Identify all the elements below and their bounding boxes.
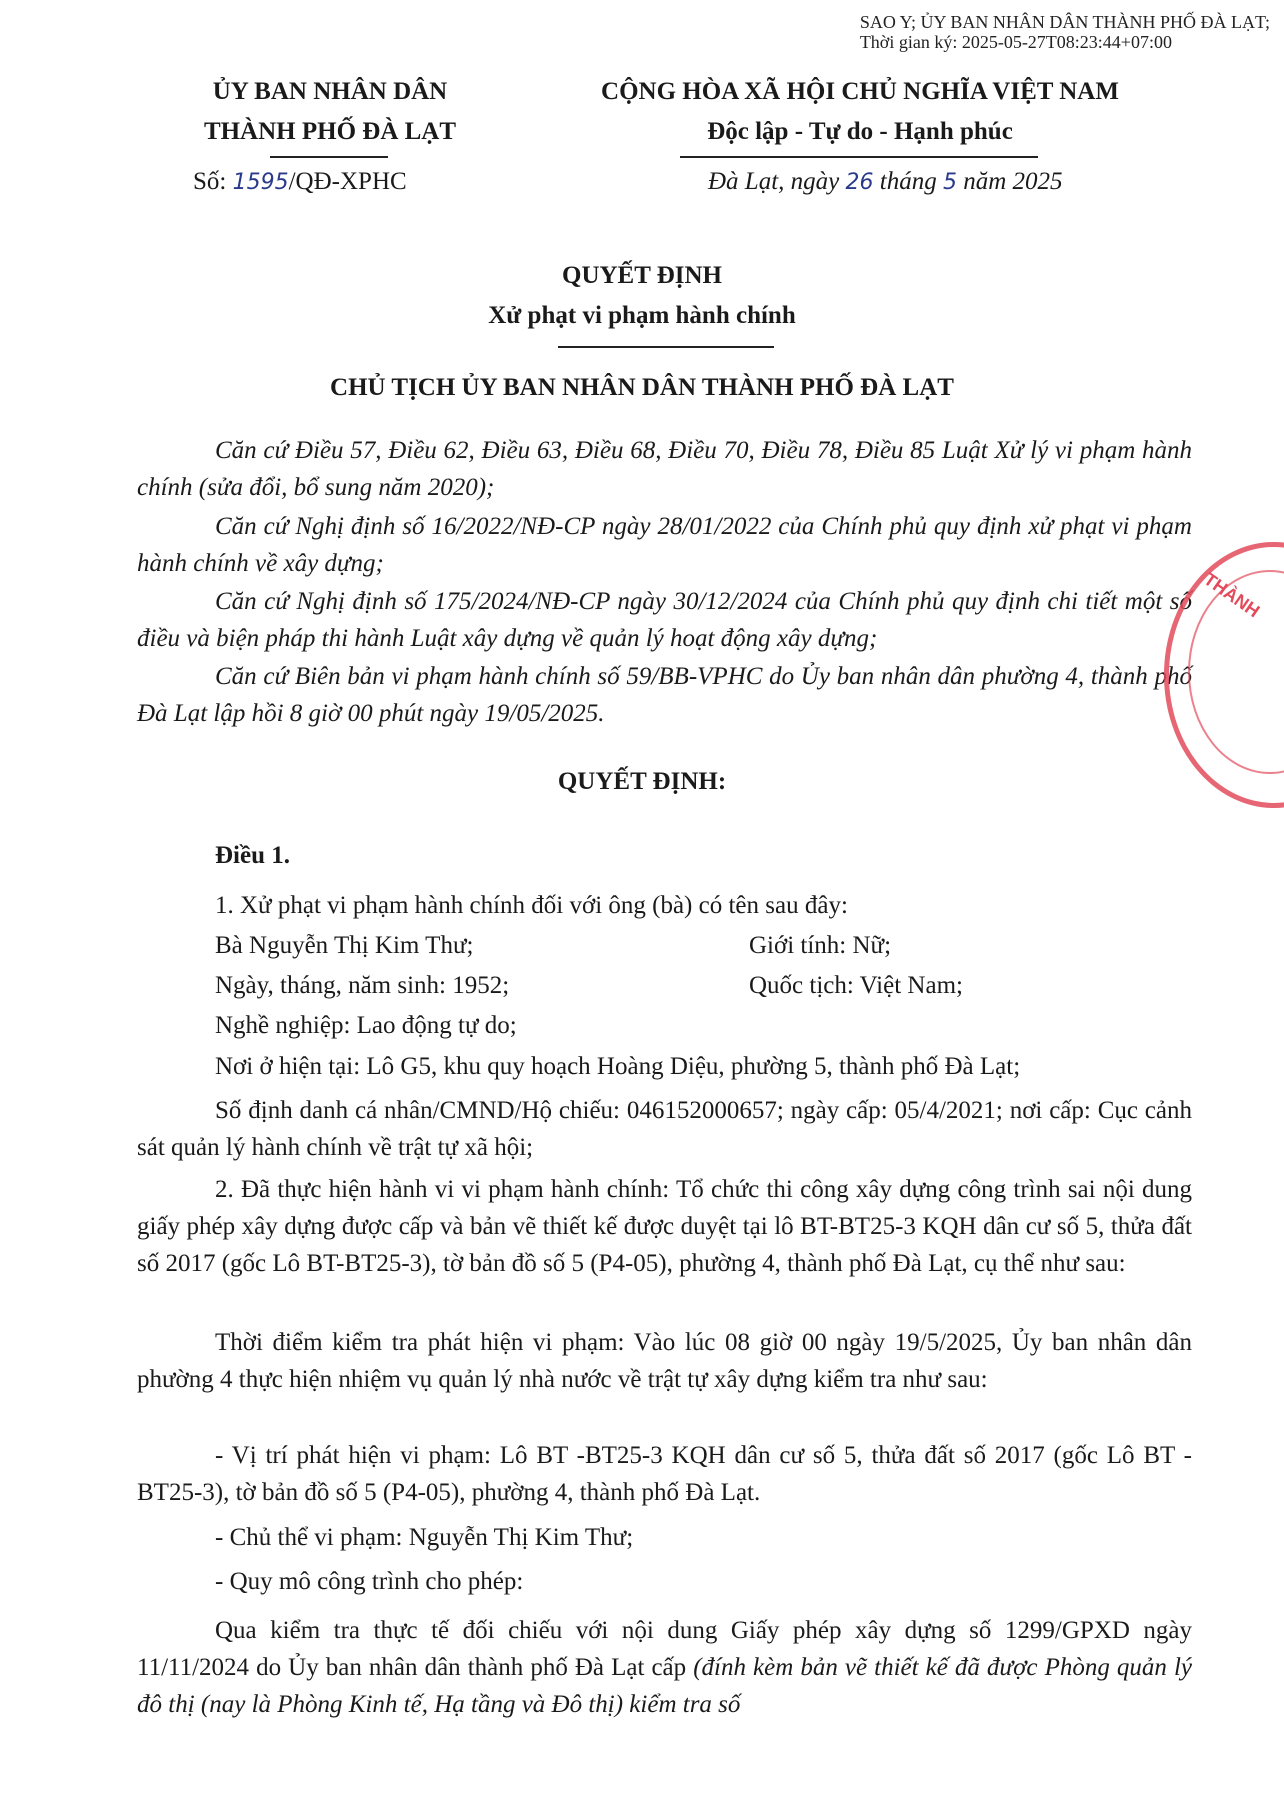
- legal-basis-3: Căn cứ Nghị định số 175/2024/NĐ-CP ngày 30/12/2024 của Chính phủ quy định chi tiết một số điều và biện pháp thi hành Luật xây dựng về quản lý hoạt động xây dựng;: [137, 588, 1192, 652]
- document-title: QUYẾT ĐỊNH: [562, 262, 722, 289]
- offender-dob: Ngày, tháng, năm sinh: 1952;: [215, 972, 510, 999]
- copy-signature-stamp: [860, 12, 1270, 52]
- offender-id-info: Số định danh cá nhân/CMND/Hộ chiếu: 046152000657; ngày cấp: 05/4/2021; nơi cấp: Cục cảnh sát quản lý hành chính về trật tự xã hội;: [137, 1097, 1192, 1161]
- agency-header: [140, 72, 520, 152]
- inspection-time: Thời điểm kiểm tra phát hiện vi phạm: Vào lúc 08 giờ 00 ngày 19/5/2025, Ủy ban nhân dân phường 4 thực hiện nhiệm vụ quản lý nhà nước về trật tự xây dựng kiểm tra như sau:: [137, 1329, 1192, 1393]
- title-underline: [558, 346, 774, 348]
- nation-underline: [680, 156, 1038, 158]
- date-month-handwritten: 5: [942, 170, 957, 195]
- offender-residence: Nơi ở hiện tại: Lô G5, khu quy hoạch Hoàng Diệu, phường 5, thành phố Đà Lạt;: [215, 1053, 1021, 1080]
- nation-line2: Độc lập - Tự do - Hạnh phúc: [707, 118, 1013, 145]
- agency-underline: [270, 156, 388, 158]
- offender-name: Bà Nguyễn Thị Kim Thư;: [215, 932, 474, 959]
- agency-line1: ỦY BAN NHÂN DÂN: [212, 78, 448, 105]
- inspection-comparison: [137, 1612, 1192, 1723]
- nation-line1: CỘNG HÒA XÃ HỘI CHỦ NGHĨA VIỆT NAM: [601, 78, 1119, 105]
- offender-nationality: Quốc tịch: Việt Nam;: [749, 972, 963, 999]
- date-day-handwritten: 26: [845, 170, 874, 195]
- red-seal-text: THÀNH: [1200, 568, 1264, 622]
- legal-basis-2: Căn cứ Nghị định số 16/2022/NĐ-CP ngày 28/01/2022 của Chính phủ quy định xử phạt vi phạm hành chính về xây dựng;: [137, 513, 1192, 577]
- document-subtitle: Xử phạt vi phạm hành chính: [488, 302, 796, 329]
- date-mid: tháng: [873, 168, 943, 195]
- number-suffix: /QĐ-XPHC: [288, 168, 407, 195]
- article-1-item-1: 1. Xử phạt vi phạm hành chính đối với ông (bà) có tên sau đây:: [215, 892, 848, 919]
- violation-subject: - Chủ thể vi phạm: Nguyễn Thị Kim Thư;: [215, 1524, 634, 1551]
- number-handwritten: 1595: [232, 170, 289, 195]
- offender-occupation: Nghề nghiệp: Lao động tự do;: [215, 1012, 517, 1039]
- legal-basis-4: Căn cứ Biên bản vi phạm hành chính số 59/BB-VPHC do Ủy ban nhân dân phường 4, thành phố Đà Lạt lập hồi 8 giờ 00 phút ngày 19/05/2025.: [137, 663, 1192, 727]
- date-prefix: Đà Lạt, ngày: [708, 168, 846, 195]
- inspection-comparison-note: (đính kèm bản vẽ thiết kế đã được Phòng quản lý đô thị (nay là Phòng Kinh tế, Hạ tầng và Đô thị) kiểm tra số: [137, 1654, 1192, 1718]
- copy-stamp-line2: Thời gian ký: 2025-05-27T08:23:44+07:00: [859, 32, 1172, 52]
- violation-location: - Vị trí phát hiện vi phạm: Lô BT -BT25-3 KQH dân cư số 5, thửa đất số 2017 (gốc Lô BT -BT25-3), tờ bản đồ số 5 (P4-05), phường 4, thành phố Đà Lạt.: [137, 1442, 1192, 1506]
- nation-header: [520, 72, 1200, 152]
- document-number: [193, 168, 407, 196]
- permitted-scale: - Quy mô công trình cho phép:: [215, 1568, 524, 1595]
- offender-gender: Giới tính: Nữ;: [749, 932, 892, 959]
- authority-title: CHỦ TỊCH ỦY BAN NHÂN DÂN THÀNH PHỐ ĐÀ LẠT: [330, 374, 954, 401]
- document-date: [708, 168, 1063, 196]
- agency-line2: THÀNH PHỐ ĐÀ LẠT: [203, 118, 457, 145]
- article-1-heading: Điều 1.: [215, 842, 290, 869]
- number-prefix: Số:: [193, 168, 233, 195]
- inspection-comparison-text: Qua kiểm tra thực tế đối chiếu với nội dung Giấy phép xây dựng số 1299/GPXD ngày 11/11/2024 do Ủy ban nhân dân thành phố Đà Lạt cấp: [137, 1617, 1192, 1681]
- legal-basis-1: Căn cứ Điều 57, Điều 62, Điều 63, Điều 68, Điều 70, Điều 78, Điều 85 Luật Xử lý vi phạm hành chính (sửa đổi, bổ sung năm 2020);: [137, 437, 1192, 501]
- decision-heading: QUYẾT ĐỊNH:: [557, 768, 727, 795]
- date-suffix: năm 2025: [956, 168, 1063, 195]
- article-1-item-2: 2. Đã thực hiện hành vi vi phạm hành chính: Tổ chức thi công xây dựng công trình sai nội dung giấy phép xây dựng được cấp và bản vẽ thiết kế được duyệt tại lô BT-BT25-3 KQH dân cư số 5, thửa đất số 2017 (gốc Lô BT-BT25-3), tờ bản đồ số 5 (P4-05), phường 4, thành phố Đà Lạt, cụ thể như sau:: [137, 1176, 1192, 1277]
- copy-stamp-line1: SAO Y; ỦY BAN NHÂN DÂN THÀNH PHỐ ĐÀ LẠT;: [859, 12, 1270, 32]
